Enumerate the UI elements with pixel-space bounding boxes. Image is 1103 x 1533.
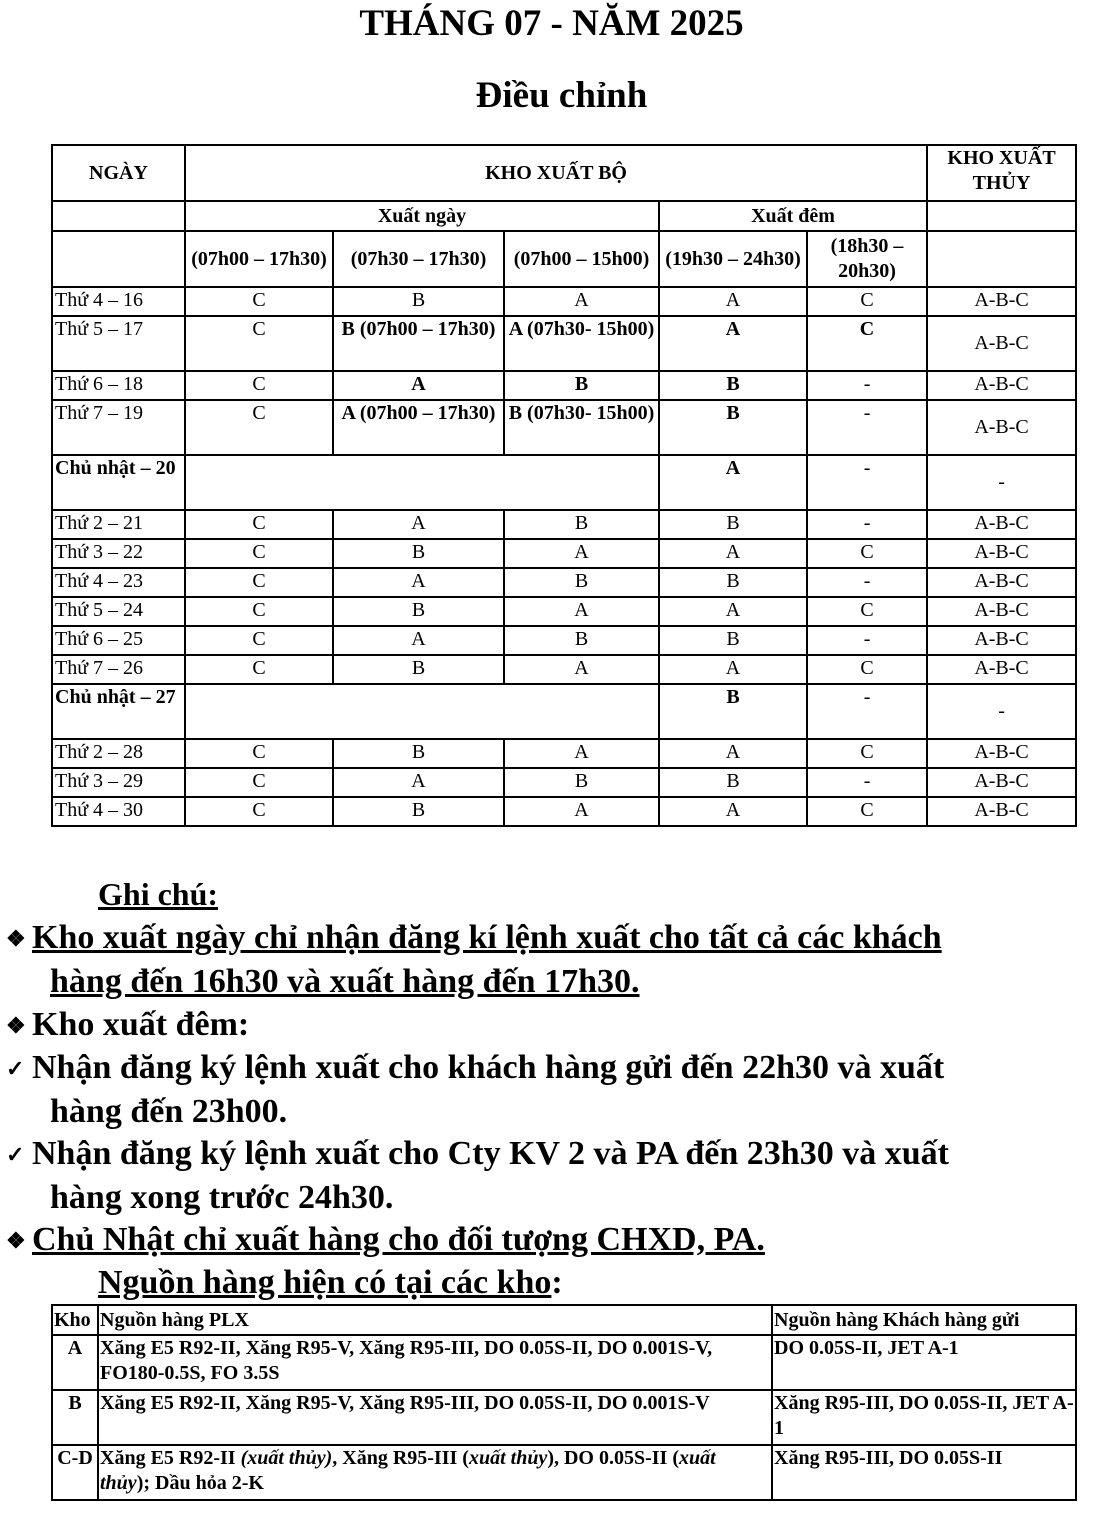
- schedule-row: [52, 455, 1076, 510]
- header-plx: Nguồn hàng PLX: [98, 1305, 772, 1335]
- night-cell: A: [659, 316, 807, 371]
- schedule-row: [52, 371, 1076, 400]
- day-shift-cell: A (07h00 – 17h30): [333, 400, 504, 455]
- day-cell: Thứ 6 – 18: [52, 371, 185, 400]
- day-shift-cell: A: [333, 568, 504, 597]
- day-cell: Thứ 6 – 25: [52, 626, 185, 655]
- schedule-row: [52, 568, 1076, 597]
- sources-heading-colon: :: [551, 1264, 563, 1301]
- header-xuat-ngay: Xuất ngày: [185, 201, 659, 231]
- blank-cell: [52, 231, 185, 287]
- plx-italic: (xuất thủy): [240, 1447, 333, 1469]
- plx-italic: xuất thủy: [100, 1447, 716, 1494]
- schedule-row: [52, 626, 1076, 655]
- schedule-row: [52, 768, 1076, 797]
- schedule-row: [52, 597, 1076, 626]
- note-text: Kho xuất ngày chỉ nhận đăng kí lệnh xuất cho tất cả các khách: [32, 919, 942, 956]
- day-shift-cell: B: [504, 626, 659, 655]
- schedule-row: [52, 400, 1076, 455]
- diamond-bullet-icon: ❖: [6, 1013, 26, 1038]
- schedule-row: [52, 287, 1076, 316]
- slot-header: (07h30 – 17h30): [333, 231, 504, 287]
- night-cell: C: [807, 797, 927, 826]
- day-shift-cell: B: [504, 768, 659, 797]
- day-shift-cell: B: [333, 539, 504, 568]
- day-shift-cell: A (07h30- 15h00): [504, 316, 659, 371]
- note-text: hàng đến 16h30 và xuất hàng đến 17h30.: [50, 963, 640, 1000]
- day-cell: Thứ 7 – 26: [52, 655, 185, 684]
- day-shift-cell: B: [333, 287, 504, 316]
- sources-heading-text: Nguồn hàng hiện có tại các kho: [98, 1264, 552, 1301]
- water-cell: A-B-C: [927, 400, 1076, 455]
- water-cell: A-B-C: [927, 655, 1076, 684]
- night-cell: B: [659, 568, 807, 597]
- schedule-slot-row: [52, 231, 1076, 287]
- night-cell: -: [807, 568, 927, 597]
- water-cell: A-B-C: [927, 568, 1076, 597]
- schedule-row: [52, 684, 1076, 739]
- water-cell: A-B-C: [927, 597, 1076, 626]
- day-shift-cell: C: [185, 568, 333, 597]
- customer-cell: Xăng R95-III, DO 0.05S-II, JET A-1: [772, 1390, 1076, 1445]
- diamond-bullet-icon: ❖: [6, 926, 26, 951]
- slot-header: (18h30 – 20h30): [807, 231, 927, 287]
- night-cell: C: [807, 655, 927, 684]
- plx-text: ), DO 0.05S-II (: [547, 1447, 679, 1469]
- day-cell: Thứ 7 – 19: [52, 400, 185, 455]
- night-cell: B: [659, 626, 807, 655]
- day-shift-cell: B (07h00 – 17h30): [333, 316, 504, 371]
- day-shift-cell: C: [185, 655, 333, 684]
- kho-cell: B: [52, 1390, 98, 1445]
- day-shift-cell: C: [185, 400, 333, 455]
- day-cell: Thứ 4 – 30: [52, 797, 185, 826]
- day-shift-cell: C: [185, 768, 333, 797]
- day-cell: Thứ 3 – 29: [52, 768, 185, 797]
- blank-cell: [927, 231, 1076, 287]
- night-cell: A: [659, 655, 807, 684]
- check-bullet-icon: ✓: [6, 1142, 25, 1167]
- header-kho-xuat-bo: KHO XUẤT BỘ: [185, 145, 927, 201]
- day-shift-cell: C: [185, 371, 333, 400]
- note-night-warehouse: [6, 1003, 1096, 1047]
- night-cell: A: [659, 539, 807, 568]
- water-cell: A-B-C: [927, 539, 1076, 568]
- schedule-row: [52, 316, 1076, 371]
- day-shift-cell: C: [185, 510, 333, 539]
- day-shift-cell: C: [185, 597, 333, 626]
- schedule-subheader-row: [52, 201, 1076, 231]
- check-bullet-icon: ✓: [6, 1056, 25, 1081]
- merged-empty-cell: [185, 455, 659, 510]
- night-cell: -: [807, 510, 927, 539]
- day-shift-cell: A: [333, 626, 504, 655]
- plx-text: Xăng E5 R92-II: [100, 1447, 241, 1469]
- header-xuat-dem: Xuất đêm: [659, 201, 927, 231]
- night-cell: C: [807, 739, 927, 768]
- schedule-row: [52, 739, 1076, 768]
- night-cell: C: [807, 287, 927, 316]
- day-shift-cell: C: [185, 797, 333, 826]
- plx-cell: Xăng E5 R92-II, Xăng R95-V, Xăng R95-III, DO 0.05S-II, DO 0.001S-V: [98, 1390, 772, 1445]
- day-shift-cell: A: [333, 768, 504, 797]
- day-shift-cell: C: [185, 287, 333, 316]
- sources-heading: [98, 1263, 563, 1303]
- night-cell: B: [659, 400, 807, 455]
- plx-italic: xuất thủy: [468, 1447, 548, 1469]
- note-text: hàng xong trước 24h30.: [50, 1179, 394, 1216]
- water-cell: A-B-C: [927, 371, 1076, 400]
- day-shift-cell: C: [185, 739, 333, 768]
- customer-cell: Xăng R95-III, DO 0.05S-II: [772, 1445, 1076, 1500]
- day-cell: Thứ 4 – 16: [52, 287, 185, 316]
- header-kho: Kho: [52, 1305, 98, 1335]
- day-shift-cell: A: [504, 287, 659, 316]
- day-shift-cell: A: [504, 597, 659, 626]
- night-cell: -: [807, 400, 927, 455]
- water-cell: A-B-C: [927, 287, 1076, 316]
- day-shift-cell: C: [185, 539, 333, 568]
- night-cell: -: [807, 455, 927, 510]
- day-shift-cell: B: [333, 739, 504, 768]
- night-cell: C: [807, 539, 927, 568]
- day-shift-cell: B: [333, 655, 504, 684]
- water-cell: A-B-C: [927, 510, 1076, 539]
- day-shift-cell: C: [185, 626, 333, 655]
- day-cell: Chủ nhật – 20: [52, 455, 185, 510]
- page-title: THÁNG 07 - NĂM 2025: [359, 3, 744, 44]
- water-cell: A-B-C: [927, 768, 1076, 797]
- note-text: Chủ Nhật chỉ xuất hàng cho đối tượng CHXD, PA.: [32, 1221, 765, 1258]
- night-cell: B: [659, 510, 807, 539]
- day-cell: Thứ 2 – 21: [52, 510, 185, 539]
- slot-header: (19h30 – 24h30): [659, 231, 807, 287]
- customer-cell: DO 0.05S-II, JET A-1: [772, 1335, 1076, 1390]
- night-cell: -: [807, 371, 927, 400]
- night-cell: A: [659, 597, 807, 626]
- note-night-kv2: [6, 1132, 1096, 1219]
- slot-header: (07h00 – 17h30): [185, 231, 333, 287]
- merged-empty-cell: [185, 684, 659, 739]
- plx-text: ); Dầu hỏa 2-K: [136, 1472, 264, 1494]
- note-sunday: [6, 1218, 1096, 1262]
- night-cell: -: [807, 684, 927, 739]
- day-shift-cell: A: [504, 739, 659, 768]
- header-ngay: NGÀY: [52, 145, 185, 201]
- night-cell: -: [807, 768, 927, 797]
- schedule-row: [52, 510, 1076, 539]
- day-shift-cell: B: [504, 568, 659, 597]
- water-cell: -: [927, 455, 1076, 510]
- sources-row: [52, 1390, 1076, 1445]
- note-night-customer: [6, 1046, 1096, 1133]
- water-cell: -: [927, 684, 1076, 739]
- notes-heading: Ghi chú:: [98, 876, 219, 912]
- day-shift-cell: B: [333, 597, 504, 626]
- day-cell: Thứ 4 – 23: [52, 568, 185, 597]
- plx-cell: Xăng E5 R92-II, Xăng R95-V, Xăng R95-III, DO 0.05S-II, DO 0.001S-V, FO180-0.5S, FO 3.5S: [98, 1335, 772, 1390]
- schedule-row: [52, 539, 1076, 568]
- page-subtitle: Điều chỉnh: [475, 75, 648, 116]
- night-cell: A: [659, 739, 807, 768]
- sources-row: [52, 1445, 1076, 1500]
- schedule-header-row: [52, 145, 1076, 201]
- water-cell: A-B-C: [927, 316, 1076, 371]
- water-cell: A-B-C: [927, 797, 1076, 826]
- night-cell: C: [807, 597, 927, 626]
- schedule-row: [52, 655, 1076, 684]
- kho-cell: A: [52, 1335, 98, 1390]
- note-text: Kho xuất đêm:: [32, 1006, 250, 1043]
- day-shift-cell: B (07h30- 15h00): [504, 400, 659, 455]
- day-cell: Chủ nhật – 27: [52, 684, 185, 739]
- day-shift-cell: C: [185, 316, 333, 371]
- day-shift-cell: A: [504, 655, 659, 684]
- night-cell: B: [659, 768, 807, 797]
- night-cell: A: [659, 455, 807, 510]
- schedule-table: [51, 144, 1077, 827]
- sources-table: [51, 1304, 1077, 1501]
- day-shift-cell: B: [504, 371, 659, 400]
- night-cell: -: [807, 626, 927, 655]
- sources-row: [52, 1335, 1076, 1390]
- note-text: Nhận đăng ký lệnh xuất cho Cty KV 2 và PA đến 23h30 và xuất: [32, 1135, 949, 1172]
- night-cell: A: [659, 797, 807, 826]
- diamond-bullet-icon: ❖: [6, 1228, 26, 1253]
- day-shift-cell: B: [333, 797, 504, 826]
- day-shift-cell: B: [504, 510, 659, 539]
- night-cell: C: [807, 316, 927, 371]
- header-kho-xuat-thuy: KHO XUẤT THỦY: [927, 145, 1076, 201]
- day-shift-cell: A: [504, 797, 659, 826]
- blank-cell: [52, 201, 185, 231]
- note-day-warehouse: [6, 916, 1096, 1003]
- night-cell: A: [659, 287, 807, 316]
- sources-header-row: [52, 1305, 1076, 1335]
- night-cell: B: [659, 684, 807, 739]
- blank-cell: [927, 201, 1076, 231]
- kho-cell: C-D: [52, 1445, 98, 1500]
- plx-text: , Xăng R95-III (: [332, 1447, 469, 1469]
- day-cell: Thứ 5 – 24: [52, 597, 185, 626]
- day-cell: Thứ 5 – 17: [52, 316, 185, 371]
- schedule-row: [52, 797, 1076, 826]
- slot-header: (07h00 – 15h00): [504, 231, 659, 287]
- note-text: hàng đến 23h00.: [50, 1093, 288, 1130]
- day-cell: Thứ 2 – 28: [52, 739, 185, 768]
- water-cell: A-B-C: [927, 739, 1076, 768]
- day-cell: Thứ 3 – 22: [52, 539, 185, 568]
- header-customer: Nguồn hàng Khách hàng gửi: [772, 1305, 1076, 1335]
- plx-cell: [98, 1445, 772, 1500]
- day-shift-cell: A: [333, 371, 504, 400]
- day-shift-cell: A: [504, 539, 659, 568]
- day-shift-cell: A: [333, 510, 504, 539]
- note-text: Nhận đăng ký lệnh xuất cho khách hàng gửi đến 22h30 và xuất: [32, 1049, 945, 1086]
- water-cell: A-B-C: [927, 626, 1076, 655]
- night-cell: B: [659, 371, 807, 400]
